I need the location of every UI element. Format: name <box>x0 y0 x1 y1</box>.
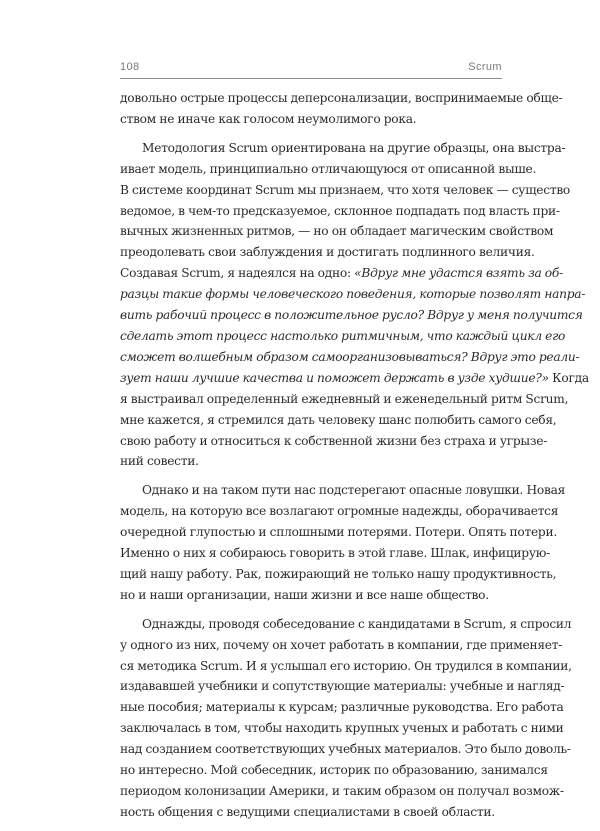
paragraph <box>120 138 589 473</box>
italic-segment: сделать этот процесс настолько ритмичным, что каждый цикл его <box>120 328 566 343</box>
text-line <box>120 263 563 284</box>
text-line <box>120 159 537 180</box>
text-segment: но интересно. Мой собеседник, историк по образованию, занимался <box>120 763 548 778</box>
text-segment: ся методика Scrum. И я услышал его историю. Он трудился в компании, <box>120 658 572 673</box>
text-line <box>120 501 559 522</box>
text-line <box>120 347 580 368</box>
text-line <box>120 585 502 606</box>
text-line <box>120 564 557 585</box>
body-text <box>120 88 589 831</box>
text-line <box>120 88 563 109</box>
text-line <box>120 389 569 410</box>
text-line <box>120 109 502 130</box>
text-segment: периодом колонизации Америки, и таким образом он получал возмож- <box>120 784 564 798</box>
text-line <box>120 368 589 389</box>
paragraph <box>120 614 572 823</box>
text-segment: щий нашу работу. Рак, пожирающий не только нашу продуктивность, <box>120 566 557 581</box>
text-line <box>120 284 586 305</box>
text-line <box>120 635 563 656</box>
text-line <box>120 718 564 739</box>
text-line <box>120 614 572 635</box>
text-segment: свою работу и относиться к собственной жизни без страха и угрызе- <box>120 433 548 448</box>
text-line <box>120 781 564 802</box>
paragraph <box>120 88 563 130</box>
text-line <box>120 543 550 564</box>
text-line <box>120 480 566 501</box>
italic-segment: «Вдруг мне удастся взять за об- <box>354 266 563 281</box>
text-segment: Методология Scrum ориентирована на другие образцы, она выстра- <box>142 140 566 155</box>
text-line <box>120 802 502 823</box>
text-segment: очередной глупостью и сплошными потерями. Потери. Опять потери. <box>120 525 557 540</box>
text-segment: довольно острые процессы деперсонализации, воспринимаемые обще- <box>120 91 563 105</box>
text-line <box>120 221 554 242</box>
text-line <box>120 180 571 201</box>
italic-segment: вить рабочий процесс в положительное русло? Вдруг у меня получится <box>120 308 583 323</box>
text-line <box>120 431 548 452</box>
text-line <box>120 451 502 472</box>
text-segment: у одного из них, почему он хочет работать в компании, где применяет- <box>120 637 563 652</box>
text-line <box>120 326 566 347</box>
text-segment: издававшей учебники и сопутствующие материалы: учебные и нагляд- <box>120 679 565 694</box>
text-segment: заключалась в том, чтобы находить крупных ученых и работать с ними <box>120 721 564 736</box>
text-segment: но и наши организации, наши жизни и все наше общество. <box>120 587 489 602</box>
header-rule <box>120 78 502 79</box>
text-segment: Однако и на таком пути нас подстерегают опасные ловушки. Новая <box>142 483 566 498</box>
text-line <box>120 697 564 718</box>
text-line <box>120 676 565 697</box>
text-segment: ивает модель, принципиально отличающуюся от описанной выше. <box>120 161 537 176</box>
text-line <box>120 522 557 543</box>
italic-segment: сможет волшебным образом самоорганизовываться? Вдруг это реали- <box>120 349 580 364</box>
paragraph <box>120 480 566 605</box>
text-segment: вычных жизненных ритмов, — но он обладает магическим свойством <box>120 224 554 239</box>
text-segment: над созданием соответствующих учебных материалов. Это было доволь- <box>120 742 571 757</box>
text-segment: преодолевать свои заблуждения и достигать подлинного величия. <box>120 245 535 260</box>
text-segment: Именно о них я собираюсь говорить в этой главе. Шлак, инфицирую- <box>120 546 550 561</box>
text-segment: ний совести. <box>120 454 199 469</box>
text-segment: модель, на которую все возлагают огромные надежды, оборачивается <box>120 504 559 519</box>
text-segment: я выстраивал определенный ежедневный и еженедельный ритм Scrum, <box>120 391 569 406</box>
text-line <box>120 410 557 431</box>
text-segment: В системе координат Scrum мы признаем, что хотя человек — существо <box>120 182 571 197</box>
text-line <box>120 138 566 159</box>
text-line <box>120 760 548 781</box>
text-line <box>120 656 572 677</box>
text-segment: мне кажется, я стремился дать человеку шанс полюбить самого себя, <box>120 412 557 427</box>
text-line <box>120 305 583 326</box>
page-number: 108 <box>120 61 140 73</box>
italic-segment: разцы такие формы человеческого поведения, которые позволят напра- <box>120 287 586 302</box>
text-segment: ством не иначе как голосом неумолимого рока. <box>120 111 417 126</box>
running-title: Scrum <box>468 61 502 73</box>
text-segment: ведомое, в чем-то предсказуемое, склонное подпадать под власть при- <box>120 203 560 218</box>
text-segment: Когда <box>548 370 589 385</box>
text-line <box>120 242 535 263</box>
text-segment: ные пособия; материалы к курсам; различные руководства. Его работа <box>120 700 564 715</box>
running-head <box>120 56 502 76</box>
text-line <box>120 201 560 222</box>
text-segment: Создавая Scrum, я надеялся на одно: <box>120 266 355 281</box>
text-segment: ность общения с ведущими специалистами в своей области. <box>120 804 495 819</box>
text-segment: Однажды, проводя собеседование с кандидатами в Scrum, я спросил <box>142 616 572 631</box>
italic-segment: зует наши лучшие качества и поможет держать в узде худшие?» <box>120 370 549 385</box>
